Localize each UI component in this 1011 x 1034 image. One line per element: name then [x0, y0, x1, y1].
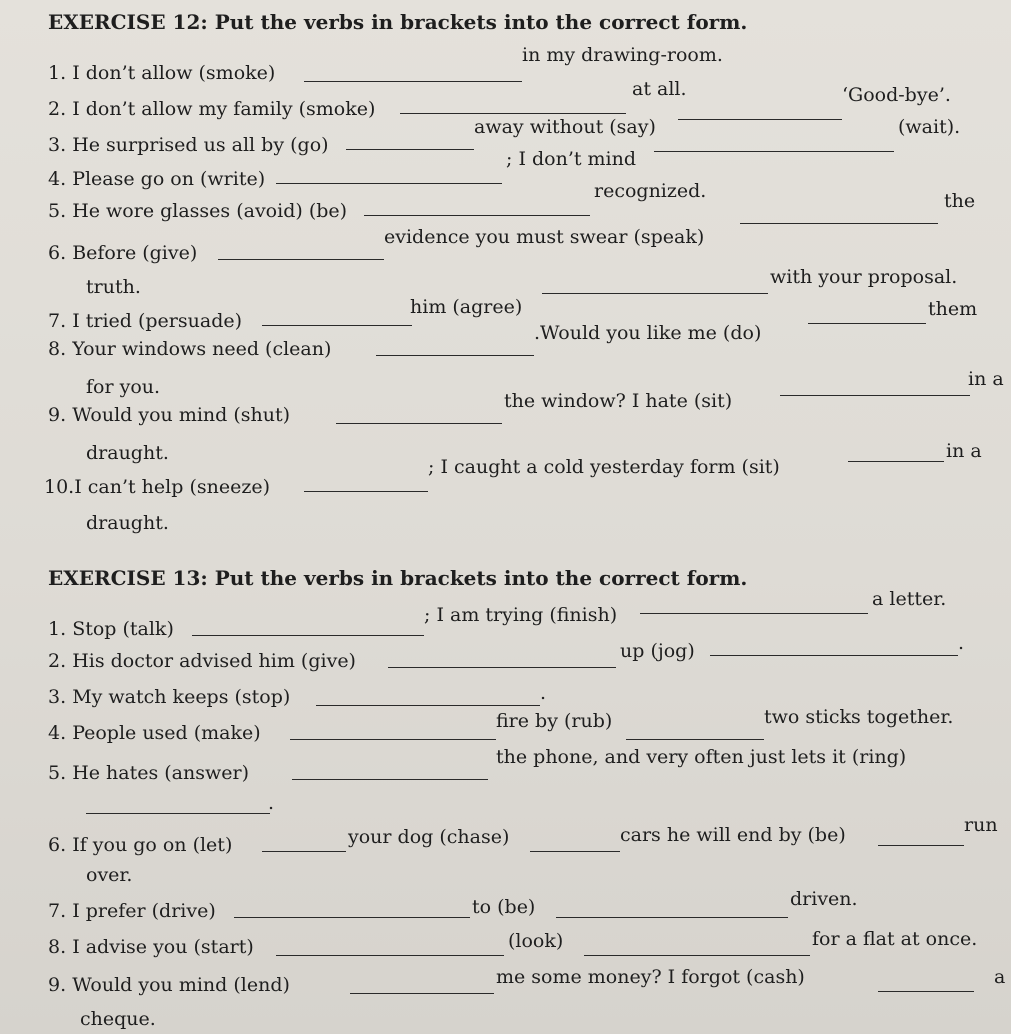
- ex12-item-3-blank-2[interactable]: [678, 118, 842, 120]
- ex12-item-9: 9. Would you mind (shut): [48, 404, 291, 426]
- ex13-item-3: 3. My watch keeps (stop): [48, 686, 291, 708]
- ex13-item-4-blank-1[interactable]: [290, 738, 496, 740]
- ex13-item-9-blank-1[interactable]: [350, 992, 494, 994]
- ex12-item-10: 10.I can’t help (sneeze): [44, 476, 270, 498]
- ex13-item-2: 2. His doctor advised him (give): [48, 650, 356, 672]
- ex12-item-4-blank-2[interactable]: [654, 150, 894, 152]
- ex13-item-8-blank-1[interactable]: [276, 954, 504, 956]
- ex13-item-4-text-c: two sticks together.: [764, 706, 954, 728]
- ex13-item-4: 4. People used (make): [48, 722, 261, 744]
- ex12-item-9-blank-1[interactable]: [336, 422, 502, 424]
- ex12-item-9-blank-2[interactable]: [780, 394, 970, 396]
- ex13-item-9-blank-2[interactable]: [878, 990, 974, 992]
- ex13-item-9-text-d: cheque.: [80, 1008, 156, 1030]
- ex13-item-7-text-c: driven.: [790, 888, 858, 910]
- ex13-item-7-text-b: to (be): [472, 896, 536, 918]
- ex12-item-7: 7. I tried (persuade): [48, 310, 243, 332]
- ex13-item-8: 8. I advise you (start): [48, 936, 254, 958]
- ex12-item-1-text-b: in my drawing-room.: [522, 44, 723, 66]
- ex12-item-2: 2. I don’t allow my family (smoke): [48, 98, 376, 120]
- ex12-item-3-blank-1[interactable]: [346, 148, 474, 150]
- ex12-item-2-blank[interactable]: [400, 112, 626, 114]
- ex12-item-6-blank-1[interactable]: [218, 258, 384, 260]
- ex13-item-2-text-b: up (jog): [620, 640, 695, 662]
- ex12-item-10-text-d: draught.: [86, 512, 169, 534]
- ex12-item-4-blank-1[interactable]: [276, 182, 502, 184]
- ex12-item-10-blank-2[interactable]: [848, 460, 944, 462]
- ex13-item-6-text-e: over.: [86, 864, 133, 886]
- ex13-item-8-blank-2[interactable]: [584, 954, 810, 956]
- ex12-item-8-text-c: them: [928, 298, 978, 320]
- ex13-item-7-blank-2[interactable]: [556, 916, 788, 918]
- ex12-item-6-text-d: truth.: [86, 276, 141, 298]
- ex12-item-3-text-b: away without (say): [474, 116, 656, 138]
- ex13-item-4-blank-2[interactable]: [626, 738, 764, 740]
- ex13-item-4-text-b: fire by (rub): [496, 710, 613, 732]
- exercise-12-title: EXERCISE 12: Put the verbs in brackets into the correct form.: [48, 10, 748, 34]
- ex12-item-10-blank-1[interactable]: [304, 490, 428, 492]
- ex13-item-5-blank-1[interactable]: [292, 778, 488, 780]
- ex12-item-6-blank-2[interactable]: [740, 222, 938, 224]
- ex13-item-6-text-d: run: [964, 814, 998, 836]
- ex13-item-6-blank-1[interactable]: [262, 850, 346, 852]
- ex13-item-5-text-b: the phone, and very often just lets it (ring): [496, 746, 907, 768]
- ex13-item-2-text-c: .: [958, 632, 965, 654]
- ex12-item-1: 1. I don’t allow (smoke): [48, 62, 276, 84]
- ex13-item-6-text-b: your dog (chase): [348, 826, 510, 848]
- ex12-item-10-text-b: ; I caught a cold yesterday form (sit): [428, 456, 780, 478]
- ex13-item-6-blank-2[interactable]: [530, 850, 620, 852]
- ex12-item-4-text-c: (wait).: [898, 116, 961, 138]
- ex13-item-3-text-b: .: [540, 682, 547, 704]
- ex12-item-8: 8. Your windows need (clean): [48, 338, 332, 360]
- ex13-item-8-text-b: (look): [508, 930, 564, 952]
- ex12-item-7-text-c: with your proposal.: [770, 266, 958, 288]
- ex13-item-9-text-b: me some money? I forgot (cash): [496, 966, 805, 988]
- ex13-item-5-text-c: .: [268, 792, 275, 814]
- ex13-item-9: 9. Would you mind (lend): [48, 974, 290, 996]
- ex12-item-9-text-b: the window? I hate (sit): [504, 390, 733, 412]
- ex12-item-5-text-b: recognized.: [594, 180, 707, 202]
- ex13-item-1-text-c: a letter.: [872, 588, 947, 610]
- ex12-item-7-text-b: him (agree): [410, 296, 523, 318]
- ex12-item-4: 4. Please go on (write): [48, 168, 266, 190]
- ex12-item-5-blank[interactable]: [364, 214, 590, 216]
- ex12-item-9-text-c: in a: [968, 368, 1004, 390]
- ex13-item-3-blank[interactable]: [316, 704, 540, 706]
- ex12-item-8-blank-2[interactable]: [808, 322, 926, 324]
- ex13-item-6-text-c: cars he will end by (be): [620, 824, 846, 846]
- ex13-item-9-text-c: a: [994, 966, 1006, 988]
- ex12-item-7-blank-1[interactable]: [262, 324, 412, 326]
- ex12-item-10-text-c: in a: [946, 440, 982, 462]
- ex12-item-4-text-b: ; I don’t mind: [506, 148, 637, 170]
- ex12-item-7-blank-2[interactable]: [542, 292, 768, 294]
- ex13-item-7-blank-1[interactable]: [234, 916, 470, 918]
- ex13-item-8-text-c: for a flat at once.: [812, 928, 978, 950]
- ex12-item-8-text-d: for you.: [86, 376, 161, 398]
- ex13-item-1-blank-1[interactable]: [192, 634, 424, 636]
- ex13-item-2-blank-2[interactable]: [710, 654, 958, 656]
- ex12-item-3-text-c: ‘Good-bye’.: [842, 84, 951, 106]
- ex12-item-3: 3. He surprised us all by (go): [48, 134, 329, 156]
- ex13-item-1: 1. Stop (talk): [48, 618, 174, 640]
- ex13-item-1-blank-2[interactable]: [640, 612, 868, 614]
- ex13-item-2-blank-1[interactable]: [388, 666, 616, 668]
- ex12-item-8-blank-1[interactable]: [376, 354, 534, 356]
- ex12-item-8-text-b: .Would you like me (do): [534, 322, 762, 344]
- ex13-item-7: 7. I prefer (drive): [48, 900, 216, 922]
- ex12-item-6-text-c: the: [944, 190, 976, 212]
- ex12-item-6-text-b: evidence you must swear (speak): [384, 226, 705, 248]
- ex12-item-6: 6. Before (give): [48, 242, 198, 264]
- ex12-item-1-blank[interactable]: [304, 80, 522, 82]
- ex13-item-5: 5. He hates (answer): [48, 762, 250, 784]
- ex13-item-1-text-b: ; I am trying (finish): [424, 604, 618, 626]
- ex12-item-9-text-d: draught.: [86, 442, 169, 464]
- ex13-item-6-blank-3[interactable]: [878, 844, 964, 846]
- exercise-13-title: EXERCISE 13: Put the verbs in brackets into the correct form.: [48, 566, 748, 590]
- ex13-item-5-blank-2[interactable]: [86, 812, 270, 814]
- ex12-item-2-text-b: at all.: [632, 78, 687, 100]
- ex12-item-5: 5. He wore glasses (avoid) (be): [48, 200, 348, 222]
- ex13-item-6: 6. If you go on (let): [48, 834, 233, 856]
